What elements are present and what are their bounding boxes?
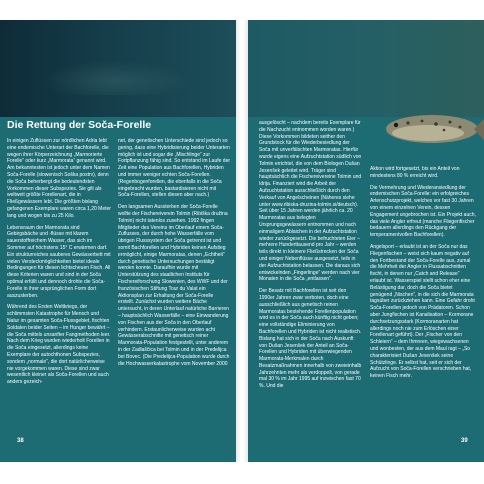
paragraph: Während des Ersten Weltkriegs, der schlimmsten Katastrophe für Mensch und Natur im gesamten Soča-Flussgebiet, fischten Soldaten beider Seiten – im Hunger bewährt – die Soča mittels unsanfter Fangmethoden leer. Nach dem Krieg wurden wiederholt Forellen in die Soča eingesetzt, allerdings keine Exemplare der autochthonen Subspezies, sondern „normale“, die dort natürlicherweise nie vorgekommen waren. Diese sind zwar wesentlich kleiner als Soča-Forellen und auch anders gezeich-: [7, 304, 111, 386]
page-number: 39: [461, 438, 468, 444]
paragraph: Den langsamen Aussterben der Soča-Forelle wollte der Fischereiverein Tolmin (Ribiška družina Tolmin) nicht tatenlos zusehen. 1992 fingen Mitglieder des Vereins im Oberlauf einem Soča-Zuflusses, der durch hohe Wasserfälle vom übrigen Flusssystem der Soča getrennt ist und somit Bachforellen und Hybriden keinen Aufstieg ermöglicht, einige Marmoratas, denen „Echtheit“ durch genetische Untersuchungen bestätigt werden konnte. Daraufhin wurde mit Unterstützung des staatlichen Instituts für Fischereiforschung Slowenien, des WWF und der französischen Stiftung Tour du Valat ein Aktionsplan zur Erhaltung der Soča-Forelle erstellt. Zunächst wurden weitere Bäche untersucht, in deren Unterlauf natürliche Barrieren – hauptsächlich Wasserfälle – eine Einwanderung von Fischen aus der Soča in den Oberlauf verhindern. Erstaunlicherweise wurden acht Gewässerabschnitte mit genetisch reiner Marmorata-Population festgestellt, unter anderem in der Zadlaščica bei Tolmin und in der Predelijca bei Bovec. (Die Predelijca-Population wurde durch die Hochwasserkatastrophe vom November 2000: [118, 204, 230, 367]
book-gutter: [236, 20, 248, 462]
left-page: [0, 20, 236, 462]
paragraph: ausgelöscht – nachdem bereits Exemplare für die Nachzucht entnommen worden waren.) Diese Vorkommen bildeten seither den Grundstock für die Wiederbesiedlung der Soča mit unverfälschten Marmoratas. Hierfür wurde eigens eine Aufzuchtstation südlich von Tolmin errichtet, die von dem Biologen Dušan Jesenšek geleitet wird. Träger sind hauptsächlich die Fischereivereine Tolmin und Idrija. Finanziert wird die Arbeit der Aufzuchtstation ausschließlich durch den Verkauf von Angelscheinen (Näheres siehe unter www.ribiska-druzina-tolmin.si/deutsch). Seit über 15 Jahren werden jährlich ca. 20 Marmoratas aus belegten Ursprungsgewässern entnommen und nach einmaligem Ablaichen in der Aufzuchtstation wieder zurückgesetzt. Die befruchteten Eier – mehrere Hunderttausend pro Jahr – werden teils direkt in kleinere Fließstrecken der Soča und einiger Nebenflüsse ausgesetzt, teils in der Aufzuchtstation belassen. Die daraus sich entwickelnden „Fingerlinge“ werden nach vier Monaten in die Soča „entlassen“.: [259, 120, 362, 283]
right-page: [248, 20, 484, 462]
left-column-1: [7, 138, 111, 438]
paragraph: In einigen Zuflüssen zur nördlichen Adria lebt eine endemische Unterart der Bachforelle, die wegen ihrer Körperzeichnung „Marmorierte Forelle“ oder kurz „Marmorata“ genannt wird. Am bekanntesten ist jedoch unter dem Namen Soča-Forelle (slowenisch Soška postrv), denn die Soča beherbergt die bedeutendsten Vorkommen dieser Subspezies. Sie gilt als weltweit größte Forellenart, die in Fließgewässern lebt. Die größten bislang gefangenen Exemplare waren circa 1,20 Meter lang und wogen bis zu 25 Kilo.: [7, 138, 111, 219]
paragraph: Aktion wird fortgesetzt, bis ein Anteil von mindestens 80 % erreicht wird.: [370, 166, 460, 179]
paragraph: Der Besatz mit Bachforellen ist seit den 1990er Jahren zwar verboten, doch eine ausschließlich aus genetisch reinen Marmoratas bestehende Forellenpopulation wird es in der Soča auch künftig nicht geben; eine vollständige Eliminierung von Bachforellen und Hybriden ist nicht realistisch. Bislang hat sich in der Soča nach Auskunft von Dušan Jesenšek der Anteil an Soča-Forellen und Hybriden mit überwiegenden Marmorata-Merkmalen durch Besatzmaßnahmen innerhalb von zweieinhalb Jahrzehnten mehr als verdoppelt, von gerade mal 30 % im Jahr 1995 auf inzwischen fast 70 %. Und die: [259, 288, 362, 390]
right-column-1: [259, 120, 362, 432]
paragraph: Lebensraum der Marmorata sind Gebirgsbäche und -flüsse mit klarem sauerstoffreichem Wasser, das sich im Sommer auf höchstens 15° C erwärmen darf. Ein strukturreiches sauberes Gewässerbett mit vielen Versteckmöglichkeiten bietet ideale Bedingungen für diesen lichtscheuen Fisch. All diese Kriterien waren und sind in der Soča optimal erfüllt und dennoch drohte die Soča-Forelle in ihrer ursprünglichen Form dort auszusterben.: [7, 224, 111, 299]
underwater-photo: [0, 20, 236, 117]
page-number: 38: [17, 438, 24, 444]
trout-image: [378, 105, 484, 153]
paragraph: Angelsport – erlaubt ist an der Soča nur das Fliegenfischen – weist sich kaum negativ auf den Fortbestand der Soča-Forelle aus, zumal die Mehrheit der Angler in Flussabschnitten fischt, in denen nur „Catch and Release“ erlaubt ist. Wasserspiel stellt schon eher eine Belästigung dar, doch die Soča bietet genügend „Nischen“, in die sich die Marmorata tagsüber zurückziehen kann. Eine Gefahr droht Soča-Forellen jedoch von Prädatoren. Schon aber Jungfischen ist Kanalisation – Kormorane durchsetzungsstark (Kormoranarten hat allerdings noch nie zum Erlöschen einer Forellenart geführt). Der „Fischer von den Schleiern“ – dem Ihmreen, wiegewachsenen und wonbesten, der aus dem Maul ragt – „So charakterisiert Dušan Jesenšek seine Schützlinge. Er selbst hat, seit er sich der Aufzucht von Soča-Forellen verschrieben hat, keinen Fisch mehr.: [370, 243, 475, 380]
title-box: [0, 117, 236, 134]
left-column-2: [118, 138, 230, 438]
right-column-2: [370, 166, 476, 432]
article-title: Die Rettung der Soča-Forelle: [7, 119, 152, 131]
paragraph: Die Vermehrung und Wiederansiedlung der endemischen Soča-Forelle: ein erfolgreiches Artenschutzprojekt, welches vor fast 30 Jahren von einem einzelnen Verein, dessen Engagement ungebrochen ist. Ein Projekt auch, das viele Angler erfreut (manche Fliegenfischer bedauern allerdings den Rückgang der temperamentvollen Bachforellen).: [370, 184, 476, 239]
paragraph: net, der genetischen Unterschiede sind jedoch so gering, dass eine Hybridisierung beider Unterarten möglich ist und sogar die „Mischlinge“ zur Fortpflanzung fähig sind. So entstand im Laufe der Zeit eine Population aus Bachforellen, Hybriden und immer weniger echten Soča-Forellen. (Regenbogenforellen, die ebenfalls in die Soča eingebracht wurden, bastardisieren nicht mit Soča-Forellen, stellen diesen aber nach.): [118, 138, 230, 199]
river-photo: [248, 20, 484, 117]
